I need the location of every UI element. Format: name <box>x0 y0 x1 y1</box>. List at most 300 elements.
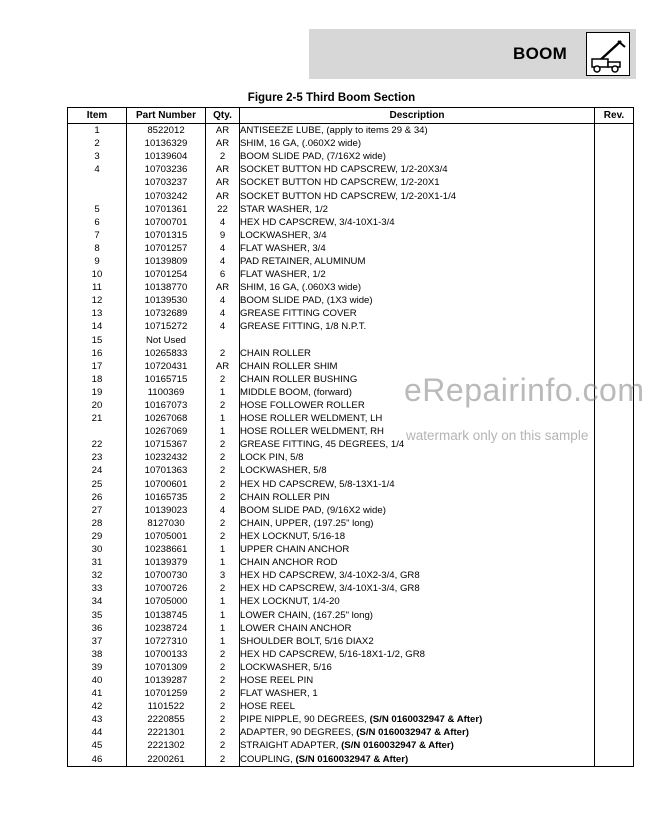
cell-qty: 1 <box>206 543 240 556</box>
cell-qty: AR <box>206 360 240 373</box>
cell-rev <box>595 726 634 739</box>
cell-item: 31 <box>68 556 127 569</box>
table-row <box>68 491 634 504</box>
cell-qty: AR <box>206 176 240 189</box>
cell-item: 18 <box>68 373 127 386</box>
cell-qty: 2 <box>206 739 240 752</box>
description-text: FLAT WASHER, 3/4 <box>240 242 326 254</box>
cell-description <box>240 307 595 320</box>
cell-description <box>240 281 595 294</box>
description-text: LOCKWASHER, 3/4 <box>240 229 327 241</box>
cell-qty: 4 <box>206 294 240 307</box>
cell-qty: AR <box>206 281 240 294</box>
cell-item <box>68 176 127 189</box>
cell-part-number: 10267068 <box>127 412 206 425</box>
cell-part-number: 10732689 <box>127 307 206 320</box>
description-text: GREASE FITTING, 45 DEGREES, 1/4 <box>240 439 405 451</box>
cell-part-number: 10700133 <box>127 648 206 661</box>
cell-part-number: 10701309 <box>127 661 206 674</box>
serial-number-note: (S/N 0160032947 & After) <box>295 753 409 765</box>
cell-part-number: 10139287 <box>127 674 206 687</box>
cell-rev <box>595 491 634 504</box>
cell-part-number: 8127030 <box>127 517 206 530</box>
cell-qty: 2 <box>206 753 240 767</box>
table-row <box>68 635 634 648</box>
cell-description <box>240 491 595 504</box>
cell-part-number: 10701315 <box>127 229 206 242</box>
cell-rev <box>595 622 634 635</box>
table-row <box>68 189 634 202</box>
cell-description <box>240 334 595 347</box>
cell-part-number: 10138745 <box>127 608 206 621</box>
cell-description <box>240 189 595 202</box>
cell-rev <box>595 268 634 281</box>
cell-part-number: Not Used <box>127 334 206 347</box>
description-text: CHAIN, UPPER, (197.25" long) <box>240 517 374 529</box>
cell-part-number: 10139023 <box>127 504 206 517</box>
table-row <box>68 137 634 150</box>
cell-rev <box>595 753 634 767</box>
cell-item: 43 <box>68 713 127 726</box>
cell-rev <box>595 163 634 176</box>
description-text: FLAT WASHER, 1/2 <box>240 269 326 281</box>
cell-qty: 2 <box>206 438 240 451</box>
table-row <box>68 687 634 700</box>
parts-table-body <box>68 124 634 767</box>
description-text: PAD RETAINER, ALUMINUM <box>240 255 366 267</box>
cell-qty: 1 <box>206 386 240 399</box>
cell-rev <box>595 504 634 517</box>
description-text: ADAPTER, 90 DEGREES, <box>240 727 357 739</box>
description-text: LOWER CHAIN ANCHOR <box>240 622 352 634</box>
description-text: HOSE REEL PIN <box>240 674 314 686</box>
cell-item: 23 <box>68 451 127 464</box>
description-text: BOOM SLIDE PAD, (7/16X2 wide) <box>240 151 386 163</box>
figure-title: Figure 2-5 Third Boom Section <box>247 92 416 104</box>
description-text: ANTISEEZE LUBE, (apply to items 29 & 34) <box>240 125 428 137</box>
description-text: SOCKET BUTTON HD CAPSCREW, 1/2-20X1 <box>240 177 440 189</box>
cell-part-number: 10167073 <box>127 399 206 412</box>
col-header-qty: Qty. <box>206 108 240 124</box>
cell-part-number: 10720431 <box>127 360 206 373</box>
table-row <box>68 242 634 255</box>
watermark-subtext: watermark only on this sample <box>406 428 589 443</box>
cell-item: 3 <box>68 150 127 163</box>
cell-rev <box>595 137 634 150</box>
cell-part-number: 10139604 <box>127 150 206 163</box>
cell-rev <box>595 176 634 189</box>
description-text: SOCKET BUTTON HD CAPSCREW, 1/2-20X3/4 <box>240 164 448 176</box>
description-text: HEX HD CAPSCREW, 3/4-10X1-3/4, GR8 <box>240 583 420 595</box>
description-text: HOSE ROLLER WELDMENT, LH <box>240 413 383 425</box>
cell-description <box>240 255 595 268</box>
table-header-row <box>68 108 634 124</box>
cell-rev <box>595 242 634 255</box>
col-header-description: Description <box>240 108 595 124</box>
table-row <box>68 268 634 281</box>
cell-item: 25 <box>68 478 127 491</box>
cell-item: 36 <box>68 622 127 635</box>
cell-qty: 2 <box>206 726 240 739</box>
cell-qty: 22 <box>206 203 240 216</box>
description-text: SHIM, 16 GA, (.060X3 wide) <box>240 282 362 294</box>
description-text: MIDDLE BOOM, (forward) <box>240 386 352 398</box>
cell-rev <box>595 255 634 268</box>
table-row <box>68 150 634 163</box>
cell-part-number: 10238724 <box>127 622 206 635</box>
cell-description <box>240 687 595 700</box>
cell-description <box>240 648 595 661</box>
description-text: HEX LOCKNUT, 5/16-18 <box>240 530 346 542</box>
cell-rev <box>595 229 634 242</box>
table-row <box>68 412 634 425</box>
cell-part-number: 10705001 <box>127 530 206 543</box>
cell-description <box>240 464 595 477</box>
cell-rev <box>595 517 634 530</box>
cell-description <box>240 530 595 543</box>
cell-item: 22 <box>68 438 127 451</box>
cell-qty: 4 <box>206 504 240 517</box>
cell-part-number: 8522012 <box>127 124 206 138</box>
cell-part-number: 10700601 <box>127 478 206 491</box>
cell-description <box>240 478 595 491</box>
table-row <box>68 543 634 556</box>
cell-description <box>240 163 595 176</box>
cell-item: 29 <box>68 530 127 543</box>
cell-description <box>240 451 595 464</box>
cell-qty: 1 <box>206 412 240 425</box>
table-row <box>68 360 634 373</box>
cell-description <box>240 242 595 255</box>
description-text: STAR WASHER, 1/2 <box>240 203 328 215</box>
cell-description <box>240 150 595 163</box>
cell-part-number: 1101522 <box>127 700 206 713</box>
cell-item: 20 <box>68 399 127 412</box>
cell-item: 41 <box>68 687 127 700</box>
cell-item: 15 <box>68 334 127 347</box>
cell-qty: 2 <box>206 661 240 674</box>
cell-qty: 2 <box>206 530 240 543</box>
cell-rev <box>595 425 634 438</box>
cell-description <box>240 700 595 713</box>
cell-item <box>68 425 127 438</box>
description-text: STRAIGHT ADAPTER, <box>240 740 342 752</box>
cell-part-number: 2220855 <box>127 713 206 726</box>
cell-qty: 9 <box>206 229 240 242</box>
table-row <box>68 334 634 347</box>
cell-qty: 1 <box>206 425 240 438</box>
cell-item: 1 <box>68 124 127 138</box>
table-row <box>68 753 634 767</box>
table-row <box>68 307 634 320</box>
cell-part-number: 10701361 <box>127 203 206 216</box>
cell-item: 13 <box>68 307 127 320</box>
cell-part-number: 10165735 <box>127 491 206 504</box>
cell-qty: AR <box>206 124 240 138</box>
cell-item: 42 <box>68 700 127 713</box>
cell-description <box>240 360 595 373</box>
cell-description <box>240 661 595 674</box>
cell-rev <box>595 189 634 202</box>
cell-rev <box>595 739 634 752</box>
cell-item: 7 <box>68 229 127 242</box>
cell-part-number: 2221301 <box>127 726 206 739</box>
description-text: HEX HD CAPSCREW, 5/8-13X1-1/4 <box>240 478 395 490</box>
table-row <box>68 713 634 726</box>
cell-description <box>240 543 595 556</box>
table-row <box>68 255 634 268</box>
table-row <box>68 622 634 635</box>
description-text: HEX HD CAPSCREW, 5/16-18X1-1/2, GR8 <box>240 648 426 660</box>
table-row <box>68 556 634 569</box>
description-text: GREASE FITTING, 1/8 N.P.T. <box>240 321 367 333</box>
cell-rev <box>595 334 634 347</box>
col-header-item: Item <box>68 108 127 124</box>
watermark-text: eRepairinfo.com <box>404 372 645 408</box>
cell-part-number: 10700730 <box>127 569 206 582</box>
cell-rev <box>595 648 634 661</box>
cell-part-number: 10700726 <box>127 582 206 595</box>
cell-description <box>240 635 595 648</box>
cell-qty: 1 <box>206 556 240 569</box>
description-text: CHAIN ROLLER SHIM <box>240 360 338 372</box>
cell-rev <box>595 543 634 556</box>
cell-item: 33 <box>68 582 127 595</box>
cell-rev <box>595 216 634 229</box>
cell-part-number: 10139809 <box>127 255 206 268</box>
cell-part-number: 10238661 <box>127 543 206 556</box>
cell-description <box>240 124 595 138</box>
cell-qty: 2 <box>206 582 240 595</box>
cell-qty: 6 <box>206 268 240 281</box>
cell-qty: 1 <box>206 608 240 621</box>
cell-item: 2 <box>68 137 127 150</box>
cell-rev <box>595 203 634 216</box>
cell-qty: 2 <box>206 648 240 661</box>
table-row <box>68 320 634 333</box>
cell-qty: AR <box>206 137 240 150</box>
description-text: HOSE ROLLER WELDMENT, RH <box>240 426 384 438</box>
cell-description <box>240 739 595 752</box>
cell-rev <box>595 635 634 648</box>
cell-qty: 1 <box>206 622 240 635</box>
cell-description <box>240 622 595 635</box>
table-row <box>68 451 634 464</box>
cell-qty: 4 <box>206 320 240 333</box>
description-text: HEX LOCKNUT, 1/4-20 <box>240 596 340 608</box>
cell-item: 5 <box>68 203 127 216</box>
cell-rev <box>595 360 634 373</box>
table-row <box>68 582 634 595</box>
cell-qty: 2 <box>206 373 240 386</box>
cell-qty: 2 <box>206 150 240 163</box>
description-text: CHAIN ROLLER PIN <box>240 491 330 503</box>
cell-part-number: 10700701 <box>127 216 206 229</box>
cell-qty: 2 <box>206 399 240 412</box>
description-text: CHAIN ROLLER BUSHING <box>240 373 358 385</box>
cell-part-number: 1100369 <box>127 386 206 399</box>
description-text: HOSE REEL <box>240 701 295 713</box>
cell-qty: AR <box>206 163 240 176</box>
cell-item: 24 <box>68 464 127 477</box>
cell-part-number: 10138770 <box>127 281 206 294</box>
table-row <box>68 464 634 477</box>
cell-part-number: 10265833 <box>127 347 206 360</box>
cell-qty: 2 <box>206 347 240 360</box>
cell-description <box>240 268 595 281</box>
cell-description <box>240 294 595 307</box>
cell-qty: 4 <box>206 255 240 268</box>
cell-qty <box>206 334 240 347</box>
cell-part-number: 10232432 <box>127 451 206 464</box>
description-text: LOCK PIN, 5/8 <box>240 452 304 464</box>
description-text: COUPLING, <box>240 753 296 765</box>
cell-description <box>240 753 595 767</box>
cell-description <box>240 176 595 189</box>
table-row <box>68 569 634 582</box>
cell-description <box>240 137 595 150</box>
cell-item: 6 <box>68 216 127 229</box>
table-row <box>68 478 634 491</box>
cell-item: 26 <box>68 491 127 504</box>
cell-qty: 2 <box>206 674 240 687</box>
cell-rev <box>595 307 634 320</box>
cell-item <box>68 189 127 202</box>
table-row <box>68 504 634 517</box>
cell-qty: 4 <box>206 216 240 229</box>
table-row <box>68 595 634 608</box>
cell-description <box>240 517 595 530</box>
cell-rev <box>595 150 634 163</box>
description-text: PIPE NIPPLE, 90 DEGREES, <box>240 714 370 726</box>
cell-qty: 2 <box>206 713 240 726</box>
cell-description <box>240 674 595 687</box>
cell-rev <box>595 464 634 477</box>
description-text: UPPER CHAIN ANCHOR <box>240 544 350 556</box>
cell-description <box>240 582 595 595</box>
cell-description <box>240 229 595 242</box>
table-row <box>68 739 634 752</box>
table-row <box>68 347 634 360</box>
cell-part-number: 10136329 <box>127 137 206 150</box>
table-row <box>68 648 634 661</box>
col-header-rev: Rev. <box>595 108 634 124</box>
cell-part-number: 10703242 <box>127 189 206 202</box>
cell-description <box>240 504 595 517</box>
cell-item: 11 <box>68 281 127 294</box>
serial-number-note: (S/N 0160032947 & After) <box>369 714 483 726</box>
serial-number-note: (S/N 0160032947 & After) <box>341 740 454 752</box>
cell-part-number: 10139530 <box>127 294 206 307</box>
cell-item: 45 <box>68 739 127 752</box>
description-text: HEX HD CAPSCREW, 3/4-10X2-3/4, GR8 <box>240 570 420 582</box>
cell-qty: 2 <box>206 451 240 464</box>
cell-description <box>240 608 595 621</box>
cell-item: 39 <box>68 661 127 674</box>
description-text: HOSE FOLLOWER ROLLER <box>240 400 365 412</box>
table-row <box>68 294 634 307</box>
table-row <box>68 163 634 176</box>
cell-description <box>240 726 595 739</box>
table-row <box>68 203 634 216</box>
cell-rev <box>595 556 634 569</box>
cell-rev <box>595 451 634 464</box>
col-header-part-number: Part Number <box>127 108 206 124</box>
cell-item: 14 <box>68 320 127 333</box>
cell-rev <box>595 608 634 621</box>
cell-description <box>240 569 595 582</box>
cell-rev <box>595 687 634 700</box>
description-text: LOWER CHAIN, (167.25" long) <box>240 609 373 621</box>
table-row <box>68 726 634 739</box>
cell-rev <box>595 294 634 307</box>
cell-rev <box>595 713 634 726</box>
cell-qty: 2 <box>206 491 240 504</box>
cell-description <box>240 216 595 229</box>
cell-rev <box>595 347 634 360</box>
cell-rev <box>595 530 634 543</box>
cell-item: 35 <box>68 608 127 621</box>
cell-qty: 4 <box>206 307 240 320</box>
description-text: BOOM SLIDE PAD, (1X3 wide) <box>240 295 373 307</box>
cell-item: 10 <box>68 268 127 281</box>
table-row <box>68 608 634 621</box>
cell-rev <box>595 124 634 138</box>
cell-item: 8 <box>68 242 127 255</box>
description-text: LOCKWASHER, 5/8 <box>240 465 327 477</box>
description-text: GREASE FITTING COVER <box>240 308 357 320</box>
table-row <box>68 124 634 138</box>
cell-item: 28 <box>68 517 127 530</box>
description-text: CHAIN ROLLER <box>240 347 311 359</box>
cell-rev <box>595 661 634 674</box>
cell-description <box>240 203 595 216</box>
description-text: SHOULDER BOLT, 5/16 DIAX2 <box>240 635 374 647</box>
cell-rev <box>595 582 634 595</box>
table-row <box>68 176 634 189</box>
table-row <box>68 281 634 294</box>
cell-qty: 1 <box>206 635 240 648</box>
cell-description <box>240 320 595 333</box>
cell-qty: 1 <box>206 595 240 608</box>
cell-rev <box>595 478 634 491</box>
cell-item: 4 <box>68 163 127 176</box>
cell-part-number: 10715272 <box>127 320 206 333</box>
section-title: BOOM <box>513 44 568 63</box>
cell-description <box>240 556 595 569</box>
cell-description <box>240 412 595 425</box>
description-text: FLAT WASHER, 1 <box>240 688 318 700</box>
cell-part-number: 10701259 <box>127 687 206 700</box>
cell-part-number: 10267069 <box>127 425 206 438</box>
cell-item: 9 <box>68 255 127 268</box>
cell-item: 16 <box>68 347 127 360</box>
table-row <box>68 530 634 543</box>
cell-part-number: 10701254 <box>127 268 206 281</box>
description-text: HEX HD CAPSCREW, 3/4-10X1-3/4 <box>240 216 395 228</box>
cell-item: 46 <box>68 753 127 767</box>
cell-qty: 2 <box>206 700 240 713</box>
cell-item: 12 <box>68 294 127 307</box>
table-row <box>68 661 634 674</box>
cell-qty: 2 <box>206 478 240 491</box>
cell-part-number: 10703237 <box>127 176 206 189</box>
cell-rev <box>595 674 634 687</box>
cell-part-number: 10705000 <box>127 595 206 608</box>
cell-item: 30 <box>68 543 127 556</box>
table-row <box>68 674 634 687</box>
cell-item: 38 <box>68 648 127 661</box>
